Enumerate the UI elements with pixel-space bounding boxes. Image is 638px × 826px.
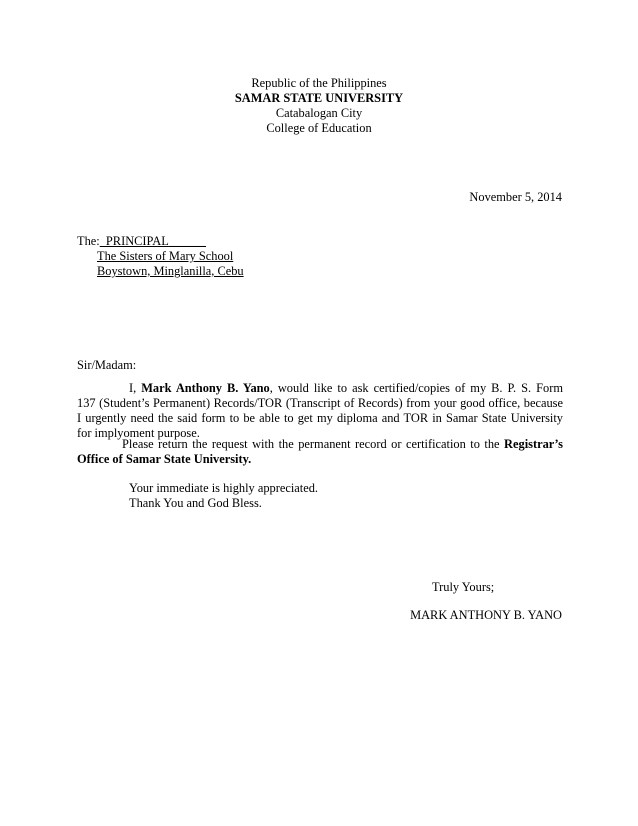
paragraph-1-line-1-rest: , would like to ask certified/copies of my B. P. S. Form xyxy=(269,381,563,395)
paragraph-1-line-4: for implyoment purpose. xyxy=(77,426,200,440)
recipient-address-line xyxy=(77,264,244,279)
paragraph-2-line-1 xyxy=(77,437,563,452)
paragraph-2-line-2: Office of Samar State University. xyxy=(77,452,252,466)
letter-header xyxy=(0,76,638,136)
header-university: SAMAR STATE UNIVERSITY xyxy=(234,91,404,105)
body-paragraph-2 xyxy=(77,437,563,467)
recipient-block xyxy=(77,234,244,279)
paragraph-1-name: Mark Anthony B. Yano xyxy=(141,381,270,395)
closing-line-2: Thank You and God Bless. xyxy=(129,496,262,510)
recipient-title-blank: ______ xyxy=(168,234,206,248)
recipient-prefix: The: xyxy=(77,234,100,248)
paragraph-1-pre-name: I, xyxy=(129,381,142,395)
header-college: College of Education xyxy=(266,121,372,135)
paragraph-1-line-3: I urgently need the said form to be able to get my diploma and TOR in Samar State University xyxy=(77,411,563,425)
header-city: Catabalogan City xyxy=(275,106,363,120)
letter-date: November 5, 2014 xyxy=(469,190,562,204)
paragraph-2-registrar: Registrar’s xyxy=(504,437,563,451)
closing-line-1: Your immediate is highly appreciated. xyxy=(129,481,319,495)
recipient-school-line xyxy=(77,249,244,264)
salutation: Sir/Madam: xyxy=(77,358,137,372)
signature-name: MARK ANTHONY B. YANO xyxy=(410,608,562,622)
body-paragraph-1 xyxy=(77,381,563,441)
header-country: Republic of the Philippines xyxy=(251,76,387,90)
paragraph-1-line-1 xyxy=(77,381,563,396)
recipient-address: Boystown, Minglanilla, Cebu xyxy=(97,264,244,278)
paragraph-2-text: Please return the request with the permanent record or certification to the xyxy=(122,437,505,451)
recipient-title: PRINCIPAL xyxy=(99,234,169,248)
sign-off: Truly Yours; xyxy=(432,580,495,594)
paragraph-1-line-2: 137 (Student’s Permanent) Records/TOR (Transcript of Records) from your good office, because xyxy=(77,396,563,410)
recipient-school: The Sisters of Mary School xyxy=(97,249,234,263)
recipient-title-line xyxy=(77,234,244,249)
closing-lines xyxy=(129,481,318,511)
